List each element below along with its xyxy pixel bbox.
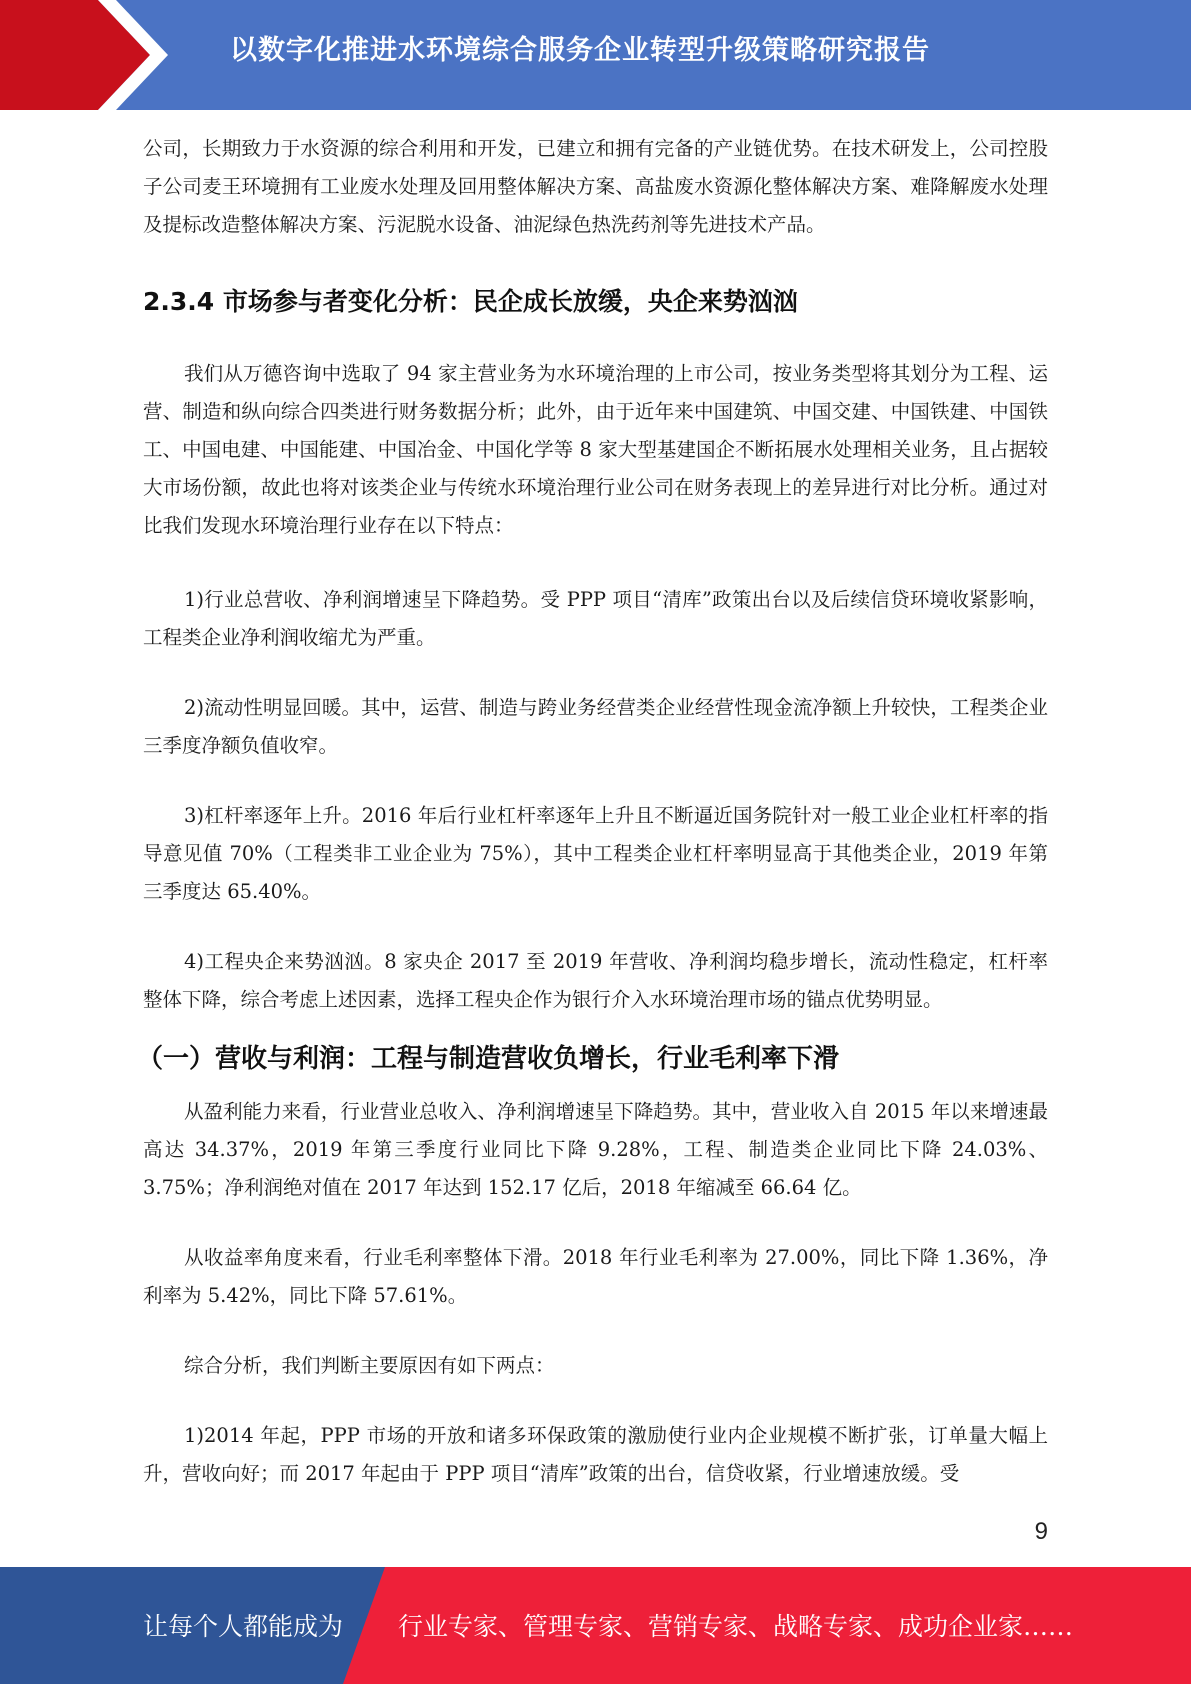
page-content bbox=[137, 130, 1048, 1493]
paragraph-2: 1)行业总营收、净利润增速呈下降趋势。受 PPP 项目“清库”政策出台以及后续信贷环境收紧影响，工程类企业净利润收缩尤为严重。 bbox=[143, 588, 1048, 649]
paragraph-4: 3)杠杆率逐年上升。2016 年后行业杠杆率逐年上升且不断逼近国务院针对一般工业企业杠杆率的指导意见值 70%（工程类非工业企业为 75%），其中工程类企业杠杆率明显高于其他类企业，2019 年第三季度达 65.40%。 bbox=[143, 804, 1048, 903]
paragraph-1: 我们从万德咨询中选取了 94 家主营业务为水环境治理的上市公司，按业务类型将其划分为工程、运营、制造和纵向综合四类进行财务数据分析；此外，由于近年来中国建筑、中国交建、中国铁建、中国铁工、中国电建、中国能建、中国冶金、中国化学等 8 家大型基建国企不断拓展水处理相关业务，且占据较大市场份额，故此也将对该类企业与传统水环境治理行业公司在财务表现上的差异进行对比分析。通过对比我们发现水环境治理行业存在以下特点： bbox=[143, 362, 1048, 537]
page-number: 9 bbox=[1034, 1518, 1048, 1545]
section-heading-2-3-4: 2.3.4 市场参与者变化分析：民企成长放缓，央企来势汹汹 bbox=[143, 287, 798, 316]
footer-slogan-left: 让每个人都能成为 bbox=[143, 1612, 344, 1641]
paragraph-6: 从盈利能力来看，行业营业总收入、净利润增速呈下降趋势。其中，营业收入自 2015 年以来增速最高达 34.37%，2019 年第三季度行业同比下降 9.28%，工程、制造类企业同比下降 24.03%、3.75%；净利润绝对值在 2017 年达到 152.17 亿后，2018 年缩减至 66.64 亿。 bbox=[143, 1100, 1048, 1199]
page-header bbox=[0, 0, 1191, 110]
paragraph-8: 综合分析，我们判断主要原因有如下两点： bbox=[184, 1354, 555, 1377]
paragraph-9: 1)2014 年起，PPP 市场的开放和诸多环保政策的激励使行业内企业规模不断扩张，订单量大幅上升，营收向好；而 2017 年起由于 PPP 项目“清库”政策的出台，信贷收紧，行业增速放缓。受 bbox=[143, 1424, 1048, 1485]
section-heading-yi: （一）营收与利润：工程与制造营收负增长，行业毛利率下滑 bbox=[137, 1044, 840, 1074]
paragraph-7: 从收益率角度来看，行业毛利率整体下滑。2018 年行业毛利率为 27.00%，同比下降 1.36%，净利率为 5.42%，同比下降 57.61%。 bbox=[143, 1246, 1048, 1307]
page-footer bbox=[0, 1567, 1191, 1684]
paragraph-intro: 公司，长期致力于水资源的综合利用和开发，已建立和拥有完备的产业链优势。在技术研发上，公司控股子公司麦王环境拥有工业废水处理及回用整体解决方案、高盐废水资源化整体解决方案、难降解废水处理及提标改造整体解决方案、污泥脱水设备、油泥绿色热洗药剂等先进技术产品。 bbox=[143, 137, 1048, 236]
paragraph-5: 4)工程央企来势汹汹。8 家央企 2017 至 2019 年营收、净利润均稳步增长，流动性稳定，杠杆率整体下降，综合考虑上述因素，选择工程央企作为银行介入水环境治理市场的锚点优势明显。 bbox=[143, 950, 1048, 1011]
header-title: 以数字化推进水环境综合服务企业转型升级策略研究报告 bbox=[230, 35, 930, 66]
footer-slogan-right: 行业专家、管理专家、营销专家、战略专家、成功企业家…… bbox=[398, 1612, 1074, 1641]
paragraph-3: 2)流动性明显回暖。其中，运营、制造与跨业务经营类企业经营性现金流净额上升较快，工程类企业三季度净额负值收窄。 bbox=[143, 696, 1048, 757]
